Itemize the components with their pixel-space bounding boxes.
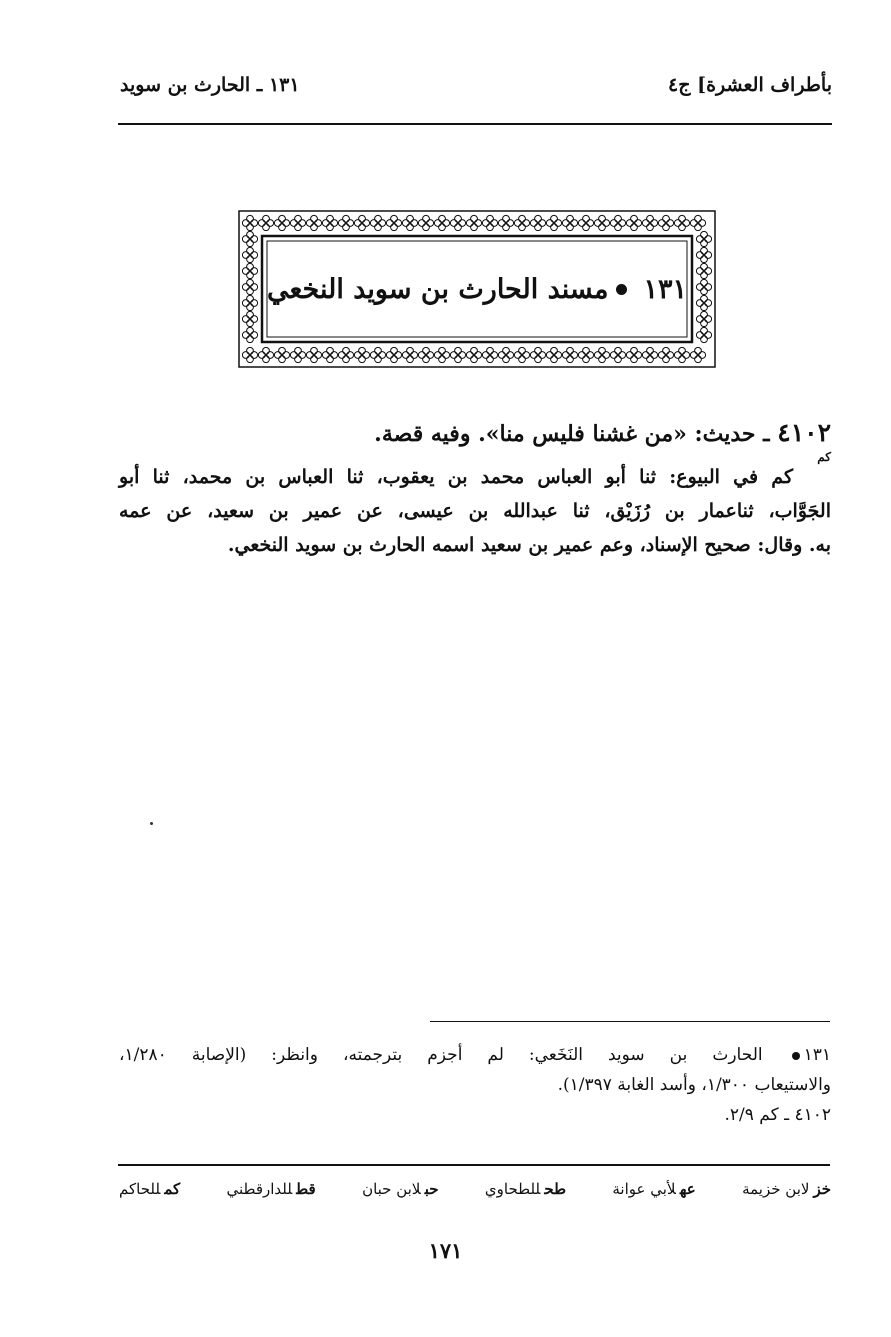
chapter-number: ١٣١	[643, 273, 687, 305]
ornament-flower-icon	[338, 215, 353, 230]
ornament-flower-icon	[322, 347, 337, 362]
ornament-flower-icon	[354, 347, 369, 362]
ornament-flower-icon	[674, 215, 689, 230]
ornament-flower-icon	[242, 347, 257, 362]
running-header-section-title: ١٣١ ـ الحارث بن سويد	[120, 74, 300, 96]
chapter-title-text: مسند الحارث بن سويد النخعي	[267, 273, 609, 305]
abbreviation-code: عه	[679, 1180, 696, 1198]
bullet-icon	[792, 1052, 800, 1060]
ornament-flower-icon	[290, 215, 305, 230]
margin-siglum: كم	[817, 450, 831, 464]
ornament-flower-icon	[434, 215, 449, 230]
abbreviation-item	[227, 1180, 316, 1198]
ornament-flower-icon	[696, 311, 711, 326]
ornament-flower-icon	[696, 231, 711, 246]
ornament-flower-icon	[658, 215, 673, 230]
ornament-flower-icon	[290, 347, 305, 362]
ornament-flower-icon	[658, 347, 673, 362]
footnotes	[119, 1040, 831, 1130]
entry-heading	[374, 418, 831, 447]
ornament-flower-icon	[594, 347, 609, 362]
ornament-flower-icon	[450, 215, 465, 230]
ornament-flower-icon	[696, 263, 711, 278]
entry-line: به. وقال: صحيح الإسناد، وعم عمير بن سعيد اسمه الحارث بن سويد النخعي.	[227, 534, 831, 556]
ornament-flower-icon	[610, 215, 625, 230]
footnote-number: ١٣١	[803, 1045, 832, 1065]
abbreviation-item	[742, 1180, 831, 1198]
ornament-flower-icon	[562, 215, 577, 230]
ornament-flower-icon	[306, 215, 321, 230]
ornament-flower-icon	[402, 347, 417, 362]
ornament-flower-icon	[546, 347, 561, 362]
ornament-flower-icon	[690, 215, 705, 230]
footnote-line: ٤١٠٢ ـ كم ٢/٩.	[724, 1105, 831, 1125]
abbreviation-name: للطحاوي	[484, 1180, 541, 1198]
ornament-flower-icon	[674, 347, 689, 362]
abbreviation-code: حب	[424, 1180, 439, 1198]
ornament-flower-icon	[242, 231, 257, 246]
ornament-flower-icon	[498, 347, 513, 362]
ornament-flower-icon	[402, 215, 417, 230]
ornament-flower-icon	[696, 279, 711, 294]
ornament-flower-icon	[594, 215, 609, 230]
ornament-flower-icon	[418, 347, 433, 362]
entry-heading-text: ـ حديث: «من غشنا فليس منا». وفيه قصة.	[374, 421, 770, 447]
ornament-flower-icon	[514, 215, 529, 230]
ornament-flower-icon	[642, 215, 657, 230]
abbreviation-code: كم	[164, 1180, 181, 1198]
bullet-icon	[616, 284, 627, 295]
print-speck	[150, 822, 153, 825]
ornament-flower-icon	[242, 311, 257, 326]
abbreviation-key-rule	[118, 1164, 830, 1166]
ornament-flower-icon	[242, 215, 257, 230]
footnote-rule	[430, 1021, 830, 1022]
ornament-flower-icon	[242, 263, 257, 278]
page-number: ١٧١	[428, 1238, 463, 1263]
ornament-flower-icon	[274, 347, 289, 362]
abbreviation-name: لابن حبان	[362, 1180, 421, 1198]
ornament-flower-icon	[530, 347, 545, 362]
ornament-flower-icon	[696, 247, 711, 262]
abbreviation-code: خز	[813, 1180, 831, 1198]
abbreviation-item	[119, 1180, 180, 1198]
ornament-flower-icon	[338, 347, 353, 362]
abbreviation-name: لابن خزيمة	[742, 1180, 810, 1198]
ornament-flower-icon	[242, 247, 257, 262]
abbreviation-code: طح	[544, 1180, 567, 1198]
entry-line: الجَوَّاب، ثناعمار بن رُزَيْق، ثنا عبدالله بن عيسى، عن عمير بن سعيد، عن عمه	[119, 500, 831, 522]
ornament-flower-icon	[242, 279, 257, 294]
entry-line: كم في البيوع: ثنا أبو العباس محمد بن يعقوب، ثنا العباس بن محمد، ثنا أبو	[119, 466, 793, 488]
ornament-flower-icon	[370, 347, 385, 362]
ornament-flower-icon	[578, 215, 593, 230]
ornament-flower-icon	[696, 295, 711, 310]
ornament-flower-icon	[354, 215, 369, 230]
ornament-flower-icon	[386, 215, 401, 230]
ornament-flower-icon	[242, 295, 257, 310]
ornament-flower-icon	[258, 215, 273, 230]
ornament-flower-icon	[370, 215, 385, 230]
ornament-flower-icon	[434, 347, 449, 362]
running-header	[120, 74, 832, 108]
ornament-flower-icon	[498, 215, 513, 230]
running-header-book-title: بأطراف العشرة] ج٤	[668, 74, 832, 96]
ornament-flower-icon	[482, 215, 497, 230]
ornament-flower-icon	[418, 215, 433, 230]
ornament-flower-icon	[274, 215, 289, 230]
abbreviation-name: للحاكم	[119, 1180, 161, 1198]
footnote-line: والاستيعاب ١/٣٠٠، وأسد الغابة ١/٣٩٧).	[557, 1075, 831, 1095]
entry-body	[119, 460, 831, 562]
ornament-flower-icon	[642, 347, 657, 362]
ornament-flower-icon	[610, 347, 625, 362]
ornament-flower-icon	[690, 347, 705, 362]
ornamental-title-frame	[238, 210, 716, 368]
ornament-flower-icon	[322, 215, 337, 230]
header-rule	[118, 123, 832, 125]
footnote-line	[119, 1040, 831, 1070]
abbreviation-key	[119, 1180, 831, 1198]
ornament-flower-icon	[386, 347, 401, 362]
chapter-title	[266, 240, 688, 338]
abbreviation-name: للدارقطني	[226, 1180, 293, 1198]
ornament-flower-icon	[578, 347, 593, 362]
ornament-flower-icon	[546, 215, 561, 230]
abbreviation-name: لأبي عوانة	[612, 1180, 676, 1198]
ornament-flower-icon	[466, 215, 481, 230]
ornament-flower-icon	[242, 327, 257, 342]
ornament-flower-icon	[626, 347, 641, 362]
ornament-flower-icon	[696, 327, 711, 342]
abbreviation-code: قط	[296, 1180, 316, 1198]
ornament-flower-icon	[482, 347, 497, 362]
ornament-flower-icon	[466, 347, 481, 362]
abbreviation-item	[362, 1180, 439, 1198]
ornament-flower-icon	[562, 347, 577, 362]
ornament-flower-icon	[306, 347, 321, 362]
abbreviation-item	[485, 1180, 566, 1198]
ornament-flower-icon	[514, 347, 529, 362]
footnote-text: الحارث بن سويد النَخَعي: لم أجزم بترجمته، وانظر: (الإصابة ١/٢٨٠،	[119, 1045, 763, 1065]
ornament-flower-icon	[530, 215, 545, 230]
ornament-flower-icon	[626, 215, 641, 230]
entry-number: ٤١٠٢	[777, 418, 831, 447]
ornament-flower-icon	[450, 347, 465, 362]
abbreviation-item	[612, 1180, 695, 1198]
ornament-flower-icon	[258, 347, 273, 362]
